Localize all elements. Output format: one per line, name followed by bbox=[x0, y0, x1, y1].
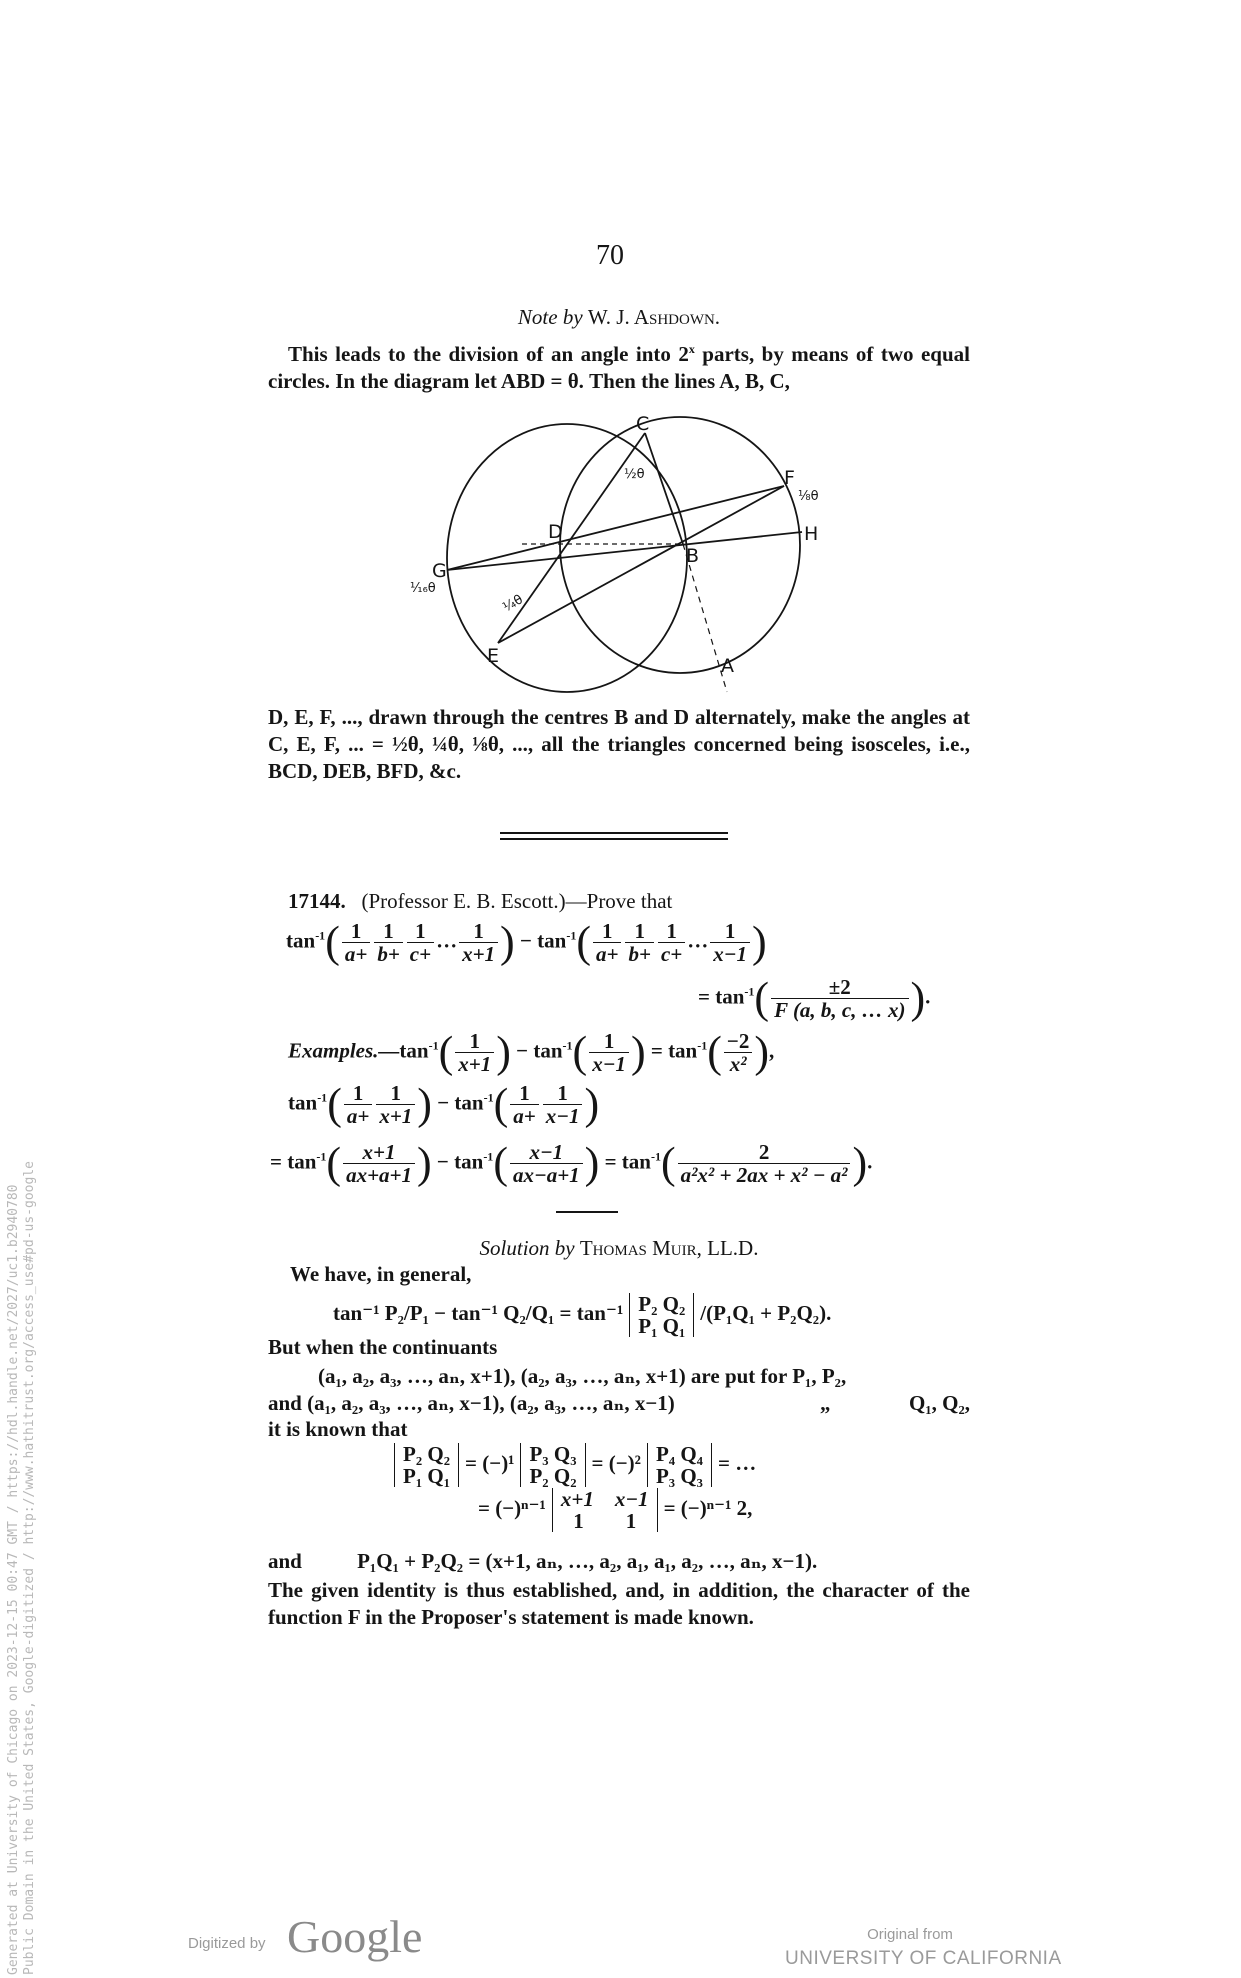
section-divider bbox=[500, 838, 728, 840]
line-g-h bbox=[447, 532, 802, 570]
math-text: 1 bbox=[374, 920, 402, 943]
math-text bbox=[647, 1443, 712, 1487]
line-c-b bbox=[645, 433, 683, 544]
parenthesis: ( bbox=[326, 1138, 342, 1188]
parenthesis: ( bbox=[576, 917, 592, 967]
label-g: G bbox=[432, 560, 447, 582]
math-text: a+ bbox=[513, 1104, 536, 1128]
parenthesis: ( bbox=[707, 1027, 722, 1077]
note-superscript: x bbox=[688, 342, 695, 356]
parenthesis: ) bbox=[910, 973, 926, 1023]
determinant-chain bbox=[388, 1443, 756, 1487]
original-from-text: Original from bbox=[867, 1926, 953, 1943]
line-f-g bbox=[447, 486, 784, 570]
equation-2 bbox=[698, 973, 931, 1023]
fraction bbox=[510, 1141, 583, 1186]
parenthesis: ( bbox=[660, 1138, 676, 1188]
math-text: -1 bbox=[315, 928, 326, 943]
math-text: tan bbox=[288, 1090, 318, 1115]
continuants-line-1: (a₁, a₂, a₃, …, aₙ, x+1), (a₂, a₃, …, aₙ, x+1) are put for P₁, P₂, bbox=[318, 1364, 847, 1388]
parenthesis: ) bbox=[584, 1138, 600, 1188]
determinant-result bbox=[478, 1488, 752, 1532]
known-text: it is known that bbox=[268, 1417, 408, 1441]
parenthesis: ) bbox=[496, 1027, 511, 1077]
math-text: x−1 bbox=[545, 1104, 580, 1128]
math-text: P₂ Q₂ bbox=[638, 1292, 686, 1316]
math-text: -1 bbox=[650, 1149, 661, 1164]
math-text: P₃ Q₃ bbox=[655, 1464, 703, 1488]
math-text: P₂ Q₂ bbox=[529, 1464, 577, 1488]
math-text: c+ bbox=[660, 942, 683, 966]
math-text: tan bbox=[454, 1149, 484, 1174]
math-text: 1 bbox=[589, 1030, 629, 1053]
fraction bbox=[343, 1141, 415, 1186]
parenthesis: ) bbox=[584, 1079, 600, 1129]
math-text: tan bbox=[537, 928, 567, 953]
examples-line-1 bbox=[288, 1027, 775, 1077]
math-text: = (−)ⁿ⁻¹ bbox=[478, 1495, 546, 1520]
examples-line-3 bbox=[270, 1138, 873, 1188]
fraction bbox=[710, 920, 750, 965]
but-when-text: But when the continuants bbox=[268, 1335, 498, 1359]
section-divider bbox=[500, 832, 728, 834]
math-text: 1 bbox=[510, 1082, 538, 1105]
note-text: This leads to the division of an angle into 2 bbox=[288, 342, 689, 366]
solution-heading-italic: Solution by bbox=[479, 1236, 575, 1260]
math-text: b+ bbox=[628, 942, 651, 966]
math-text: P₁Q₁ + P₂Q₂ = (x+1, aₙ, …, a₂, a₁, a₁, a₂, …, aₙ, x−1). bbox=[357, 1549, 818, 1573]
math-text: a²x² + 2ax + x² − a² bbox=[680, 1163, 848, 1187]
math-text: -1 bbox=[566, 928, 577, 943]
math-text: x+1 bbox=[458, 1052, 492, 1076]
math-text: 1 1 bbox=[573, 1509, 637, 1533]
math-text: Q₁, Q₂, bbox=[908, 1391, 970, 1415]
math-text: -1 bbox=[483, 1149, 494, 1164]
parenthesis: ( bbox=[493, 1138, 508, 1188]
math-text: x+1 bbox=[343, 1141, 415, 1164]
note-author: W. J. Ashdown. bbox=[587, 305, 721, 329]
math-text: = bbox=[650, 1038, 663, 1063]
math-text: x+1 x−1 bbox=[560, 1487, 649, 1511]
note-heading-italic: Note by bbox=[517, 305, 583, 329]
line-c-e bbox=[498, 433, 645, 643]
label-f: F bbox=[784, 467, 795, 489]
label-angle-quarter: ¼θ bbox=[500, 592, 526, 616]
parenthesis: ) bbox=[630, 1027, 646, 1077]
note-text: parts, by means of two equal circles. In the diagram let ABD = θ. Then the lines A, B, C, bbox=[268, 342, 971, 393]
math-text: 1 bbox=[344, 1082, 372, 1105]
fraction bbox=[342, 920, 370, 965]
solution-author: Thomas Muir, LL.D. bbox=[579, 1236, 759, 1260]
parenthesis: ) bbox=[751, 917, 767, 967]
solution-equation-1 bbox=[333, 1293, 831, 1337]
math-text: P₃ Q₃ bbox=[529, 1442, 577, 1466]
label-h: H bbox=[804, 523, 819, 545]
math-text: 1 bbox=[342, 920, 370, 943]
math-text: = (−)¹ bbox=[465, 1450, 515, 1475]
math-text: P₂ Q₂ bbox=[403, 1442, 451, 1466]
fraction bbox=[459, 920, 498, 965]
parenthesis: ( bbox=[754, 973, 770, 1023]
math-text: . bbox=[925, 984, 931, 1009]
math-text: -1 bbox=[483, 1090, 494, 1105]
math-text: ±2 bbox=[771, 976, 908, 999]
math-text: P₁ Q₁ bbox=[638, 1314, 686, 1338]
math-text: x−1 bbox=[713, 942, 747, 966]
math-text: ax−a+1 bbox=[512, 1163, 580, 1187]
fraction bbox=[407, 920, 434, 965]
fraction bbox=[625, 920, 653, 965]
math-text: = … bbox=[717, 1450, 757, 1475]
math-text: −2 bbox=[724, 1030, 752, 1053]
math-text: x−1 bbox=[592, 1052, 626, 1076]
math-text: tan bbox=[621, 1149, 651, 1174]
fraction bbox=[455, 1030, 494, 1075]
fraction bbox=[658, 920, 685, 965]
university-text: UNIVERSITY OF CALIFORNIA bbox=[785, 1948, 1062, 1969]
math-text: tan⁻¹ P₂/P₁ − tan⁻¹ Q₂/Q₁ = tan⁻¹ bbox=[333, 1300, 624, 1325]
parenthesis: ) bbox=[500, 917, 515, 967]
math-text: − bbox=[436, 1149, 449, 1174]
equation-1 bbox=[286, 917, 767, 967]
fraction bbox=[344, 1082, 372, 1127]
note-paragraph-2: D, E, F, ..., drawn through the centres B and D alternately, make the angles at C, E, F, ... = ½θ, ¼θ, ⅛θ, ..., all the triangles concerned being isosceles, i.e., BCD, DEB, BFD, &c. bbox=[268, 705, 970, 783]
label-c: C bbox=[636, 413, 650, 435]
math-text: P₄ Q₄ bbox=[655, 1442, 703, 1466]
math-text: a+ bbox=[346, 1104, 370, 1128]
math-text: = bbox=[604, 1149, 617, 1174]
math-text: x² bbox=[729, 1052, 747, 1076]
math-text: b+ bbox=[377, 942, 400, 966]
short-divider bbox=[556, 1211, 618, 1213]
math-text: − bbox=[516, 1038, 529, 1063]
math-text: a+ bbox=[596, 942, 619, 966]
math-text: 1 bbox=[455, 1030, 494, 1053]
label-angle-sixteenth: ¹⁄₁₆θ bbox=[410, 581, 436, 596]
examples-label: Examples.— bbox=[288, 1038, 400, 1063]
label-angle-eighth: ⅛θ bbox=[798, 489, 819, 504]
digitized-by-text: Digitized by bbox=[188, 1935, 266, 1952]
fraction bbox=[678, 1141, 851, 1186]
parenthesis: ( bbox=[327, 1079, 342, 1129]
label-a: A bbox=[721, 655, 734, 677]
parenthesis: ) bbox=[417, 1079, 432, 1129]
math-text: tan bbox=[715, 984, 745, 1009]
math-text: ax+a+1 bbox=[346, 1163, 412, 1187]
sum-equation bbox=[268, 1548, 817, 1575]
fraction bbox=[593, 920, 621, 965]
math-text: -1 bbox=[317, 1090, 328, 1105]
label-e: E bbox=[487, 645, 500, 667]
math-text: tan bbox=[287, 1149, 317, 1174]
math-text: 1 bbox=[593, 920, 621, 943]
math-text: 1 bbox=[376, 1082, 415, 1105]
conclusion-paragraph: The given identity is thus established, and, in addition, the character of the function F in the Proposer's statement is made known. bbox=[268, 1578, 970, 1629]
fraction bbox=[543, 1082, 583, 1127]
math-text bbox=[447, 417, 802, 692]
problem-header bbox=[288, 888, 672, 915]
math-text: tan bbox=[668, 1038, 698, 1063]
fraction bbox=[771, 976, 908, 1021]
math-text: /(P₁Q₁ + P₂Q₂). bbox=[700, 1300, 832, 1325]
problem-number: 17144. bbox=[288, 889, 346, 913]
math-text: -1 bbox=[744, 984, 755, 999]
math-text: . bbox=[867, 1149, 873, 1174]
math-text: 1 bbox=[658, 920, 685, 943]
math-text: … bbox=[687, 928, 709, 953]
math-text: c+ bbox=[409, 942, 432, 966]
page-number: 70 bbox=[596, 240, 624, 271]
math-text: = bbox=[270, 1149, 282, 1174]
label-d: D bbox=[548, 521, 563, 543]
parenthesis: ) bbox=[754, 1027, 770, 1077]
math-text: 1 bbox=[710, 920, 750, 943]
math-text bbox=[394, 1443, 459, 1487]
math-text: tan bbox=[454, 1090, 484, 1115]
fraction bbox=[510, 1082, 538, 1127]
math-text: F (a, b, c, … x) bbox=[774, 998, 906, 1022]
math-text: , bbox=[769, 1038, 775, 1063]
math-text: 1 bbox=[407, 920, 434, 943]
math-text: and (a₁, a₂, a₃, …, aₙ, x−1), (a₂, a₃, …, aₙ, x−1) bbox=[268, 1391, 675, 1415]
math-text: x+1 bbox=[462, 942, 496, 966]
math-text: „ bbox=[820, 1391, 831, 1415]
fraction bbox=[376, 1082, 415, 1127]
line-e-f bbox=[498, 486, 784, 643]
math-text: − bbox=[437, 1090, 450, 1115]
math-text: = bbox=[698, 984, 710, 1009]
parenthesis: ) bbox=[852, 1138, 868, 1188]
parenthesis: ) bbox=[417, 1138, 432, 1188]
math-text: a+ bbox=[344, 942, 368, 966]
math-text bbox=[520, 1443, 585, 1487]
watermark-line-1: Generated at University of Chicago on 2023-12-15 00:47 GMT / https://hdl.handle.net/2027/uc1.b2940780 bbox=[6, 1184, 21, 1975]
label-angle-half: ½θ bbox=[624, 467, 645, 482]
math-text: 2 bbox=[678, 1141, 851, 1164]
problem-proposer: (Professor E. B. Escott.)—Prove that bbox=[361, 889, 673, 913]
math-text: -1 bbox=[316, 1149, 327, 1164]
continuants-line-2 bbox=[268, 1390, 970, 1417]
math-text: tan bbox=[399, 1038, 429, 1063]
solution-heading bbox=[268, 1235, 970, 1262]
math-text: 1 bbox=[459, 920, 498, 943]
determinant bbox=[629, 1293, 694, 1337]
math-text: x+1 bbox=[379, 1104, 413, 1128]
we-have-text: We have, in general, bbox=[290, 1262, 472, 1286]
math-text: = (−)² bbox=[591, 1450, 641, 1475]
math-text bbox=[552, 1488, 658, 1532]
math-text: x−1 bbox=[510, 1141, 583, 1164]
math-text: P₁ Q₁ bbox=[403, 1464, 451, 1488]
watermark-line-2: Public Domain in the United States, Google-digitized / http://www.hathitrust.org/access_use#pd-us-google bbox=[22, 1161, 37, 1975]
math-text: -1 bbox=[428, 1038, 439, 1053]
math-text: 1 bbox=[543, 1082, 583, 1105]
math-text: 1 bbox=[625, 920, 653, 943]
label-b: B bbox=[686, 545, 700, 567]
math-text: and bbox=[268, 1549, 302, 1573]
parenthesis: ( bbox=[325, 917, 340, 967]
math-text: tan bbox=[533, 1038, 563, 1063]
google-logo: Google bbox=[287, 1911, 423, 1962]
math-text: -1 bbox=[562, 1038, 573, 1053]
parenthesis: ( bbox=[572, 1027, 588, 1077]
math-text: … bbox=[436, 928, 458, 953]
parenthesis: ( bbox=[493, 1079, 509, 1129]
math-text: = (−)ⁿ⁻¹ 2, bbox=[663, 1495, 753, 1520]
fraction bbox=[589, 1030, 629, 1075]
fraction bbox=[374, 920, 402, 965]
parenthesis: ( bbox=[438, 1027, 454, 1077]
math-text: -1 bbox=[697, 1038, 708, 1053]
fraction bbox=[724, 1030, 752, 1075]
math-text: tan bbox=[286, 928, 316, 953]
examples-line-2 bbox=[288, 1079, 600, 1129]
math-text: − bbox=[519, 928, 532, 953]
